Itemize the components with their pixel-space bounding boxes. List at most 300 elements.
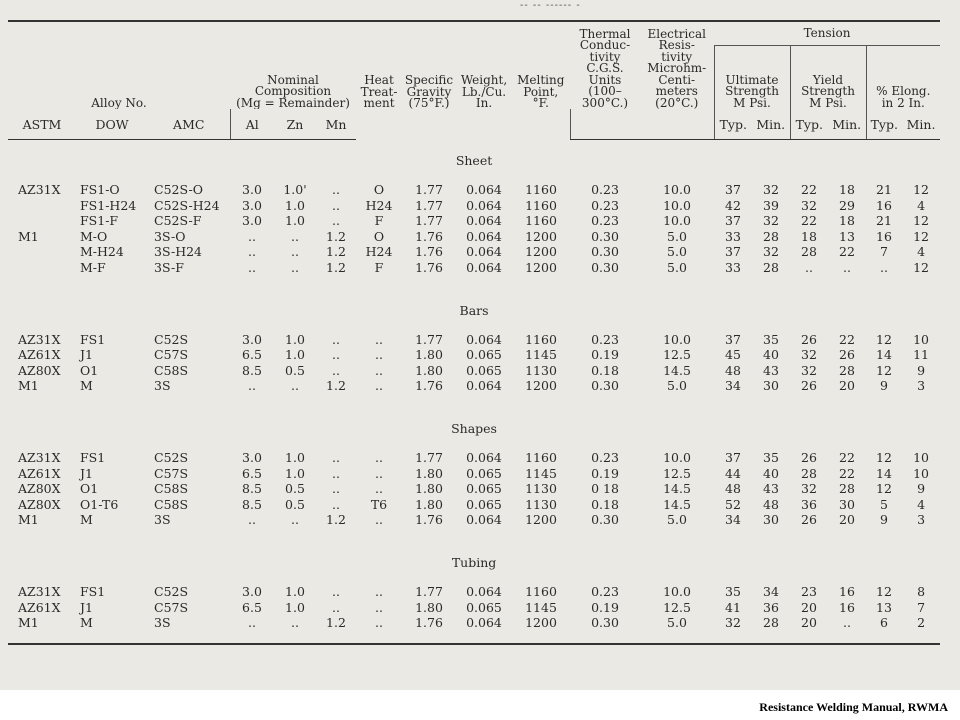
amc-header: AMC bbox=[148, 109, 230, 140]
tc-subheader-spacer bbox=[570, 109, 640, 140]
table-cell: AZ61X bbox=[18, 599, 61, 615]
table-cell: .. bbox=[291, 244, 299, 260]
table-cell: 3.0 bbox=[242, 331, 262, 347]
table-cell: 26 bbox=[801, 449, 817, 465]
table-cell: 7 bbox=[917, 599, 926, 615]
table-row bbox=[8, 347, 940, 363]
table-cell: .. bbox=[375, 362, 383, 378]
table-cell: 1160 bbox=[525, 197, 557, 213]
table-cell: F bbox=[374, 213, 384, 229]
table-cell: O1-T6 bbox=[80, 496, 119, 512]
section-spacer bbox=[8, 394, 940, 408]
table-cell: M1 bbox=[18, 615, 39, 631]
heat-treatment-header: Heat Treat- ment bbox=[360, 73, 398, 110]
table-cell: 1145 bbox=[525, 599, 557, 615]
ys-min-header: Min. bbox=[828, 109, 866, 140]
table-cell: 33 bbox=[725, 228, 741, 244]
table-cell: 26 bbox=[801, 331, 817, 347]
table-cell: 23 bbox=[801, 583, 817, 599]
table-cell: 1.2 bbox=[326, 228, 346, 244]
table-cell: 1200 bbox=[525, 512, 557, 528]
table-cell: 1200 bbox=[525, 615, 557, 631]
table-cell: 35 bbox=[725, 583, 741, 599]
table-cell: 32 bbox=[801, 362, 817, 378]
table-cell: 21 bbox=[876, 182, 892, 197]
thermal-conductivity-header: Thermal Conduc- tivity C.G.S. Units (100– 300°C.) bbox=[570, 21, 640, 109]
table-cell: 12 bbox=[876, 481, 892, 497]
table-cell bbox=[8, 260, 76, 276]
table-cell: AZ61X bbox=[18, 347, 61, 363]
table-cell: J1 bbox=[80, 347, 93, 363]
table-cell: 1200 bbox=[525, 378, 557, 394]
table-cell: 26 bbox=[839, 347, 855, 363]
table-cell: 5.0 bbox=[667, 244, 687, 260]
table-cell: 1.0 bbox=[285, 331, 305, 347]
table-cell: 6.5 bbox=[242, 347, 262, 363]
section-spacer bbox=[8, 276, 940, 290]
table-cell: .. bbox=[332, 583, 340, 599]
table-cell: 12 bbox=[876, 331, 892, 347]
table-cell: 36 bbox=[763, 599, 779, 615]
table-row bbox=[8, 466, 940, 482]
table-cell: 1.77 bbox=[415, 331, 443, 347]
table-cell: M bbox=[80, 615, 93, 631]
dow-header: DOW bbox=[76, 109, 148, 140]
magnesium-alloy-properties-table bbox=[8, 20, 940, 645]
table-cell: 48 bbox=[725, 362, 741, 378]
table-cell: M-O bbox=[80, 228, 108, 244]
table-cell: 0.064 bbox=[466, 378, 502, 394]
table-cell: 1200 bbox=[525, 228, 557, 244]
table-cell: 32 bbox=[801, 197, 817, 213]
table-cell: 1.76 bbox=[415, 228, 443, 244]
table-cell: 30 bbox=[763, 378, 779, 394]
table-row bbox=[8, 182, 940, 198]
table-cell: C58S bbox=[154, 496, 189, 512]
table-cell: 32 bbox=[725, 615, 741, 631]
table-cell: .. bbox=[248, 512, 256, 528]
table-cell: AZ31X bbox=[18, 583, 61, 599]
table-cell: 1.76 bbox=[415, 378, 443, 394]
table-cell: 43 bbox=[763, 362, 779, 378]
table-cell: F bbox=[374, 259, 384, 275]
table-cell: 0.065 bbox=[466, 362, 502, 378]
table-cell: 3S bbox=[154, 512, 171, 528]
table-cell: 2 bbox=[917, 615, 926, 631]
table-cell bbox=[8, 244, 76, 260]
table-cell: .. bbox=[332, 331, 340, 347]
cropped-top-text: -- -- ------ - bbox=[520, 0, 581, 11]
table-cell: O1 bbox=[80, 362, 99, 378]
table-cell: 32 bbox=[763, 182, 779, 197]
table-cell: M1 bbox=[18, 512, 39, 528]
table-cell: 4 bbox=[917, 496, 926, 512]
melting-point-header: Melting Point, °F. bbox=[517, 73, 565, 110]
table-row bbox=[8, 497, 940, 513]
table-cell: C52S-H24 bbox=[154, 197, 220, 213]
table-cell: 3S bbox=[154, 378, 171, 394]
table-cell: .. bbox=[375, 512, 383, 528]
table-cell: AZ80X bbox=[18, 362, 61, 378]
section-row-shapes bbox=[8, 408, 940, 450]
table-cell: .. bbox=[291, 259, 299, 275]
table-cell: 12.5 bbox=[663, 599, 691, 615]
table-cell: AZ80X bbox=[18, 481, 61, 497]
table-cell: 1.0 bbox=[285, 347, 305, 363]
table-cell: .. bbox=[375, 599, 383, 615]
yield-strength-header: Yield Strength M Psi. bbox=[790, 45, 866, 109]
table-cell: 10 bbox=[913, 331, 929, 347]
table-cell: .. bbox=[375, 615, 383, 631]
table-cell: 3.0 bbox=[242, 213, 262, 229]
table-cell: .. bbox=[332, 347, 340, 363]
table-cell: C52S-O bbox=[154, 182, 203, 197]
table-cell: .. bbox=[375, 331, 383, 347]
table-cell: M-F bbox=[80, 259, 106, 275]
table-cell: .. bbox=[843, 615, 851, 631]
table-cell: 0.30 bbox=[591, 615, 619, 631]
table-cell: 1.76 bbox=[415, 615, 443, 631]
alloy-no-header: Alloy No. bbox=[91, 95, 147, 109]
table-cell: .. bbox=[375, 583, 383, 599]
table-cell: 43 bbox=[763, 481, 779, 497]
table-cell: 40 bbox=[763, 347, 779, 363]
table-cell: 0.5 bbox=[285, 496, 305, 512]
table-cell: 37 bbox=[725, 244, 741, 260]
table-cell: 1.77 bbox=[415, 213, 443, 229]
table-cell: 5.0 bbox=[667, 259, 687, 275]
table-cell: 37 bbox=[725, 331, 741, 347]
table-cell: .. bbox=[375, 465, 383, 481]
table-cell: 0.064 bbox=[466, 244, 502, 260]
table-cell: 28 bbox=[763, 259, 779, 275]
table-cell: .. bbox=[291, 228, 299, 244]
table-cell: 3 bbox=[917, 378, 926, 394]
table-cell: C57S bbox=[154, 465, 189, 481]
table-cell: 1.2 bbox=[326, 615, 346, 631]
table-cell: 0.30 bbox=[591, 512, 619, 528]
table-cell: 1160 bbox=[525, 331, 557, 347]
table-row bbox=[8, 481, 940, 497]
table-cell: FS1 bbox=[80, 583, 106, 599]
table-cell: 1.76 bbox=[415, 512, 443, 528]
table-cell: 0.064 bbox=[466, 213, 502, 229]
table-cell: 52 bbox=[725, 496, 741, 512]
table-cell bbox=[8, 213, 76, 229]
table-cell: 0.065 bbox=[466, 465, 502, 481]
table-cell: 9 bbox=[917, 481, 926, 497]
table-cell: 3.0 bbox=[242, 182, 262, 197]
table-cell: FS1 bbox=[80, 331, 106, 347]
table-cell: .. bbox=[291, 512, 299, 528]
table-cell: .. bbox=[375, 481, 383, 497]
table-cell: 11 bbox=[913, 347, 929, 363]
table-cell: 1.0 bbox=[285, 599, 305, 615]
table-cell: .. bbox=[291, 615, 299, 631]
table-cell: 22 bbox=[801, 182, 817, 197]
table-cell: 28 bbox=[763, 228, 779, 244]
table-cell: 0.065 bbox=[466, 496, 502, 512]
uts-min-header: Min. bbox=[752, 109, 790, 140]
uts-typ-header: Typ. bbox=[714, 109, 752, 140]
table-cell: 0.064 bbox=[466, 512, 502, 528]
table-cell: 13 bbox=[876, 599, 892, 615]
table-row bbox=[8, 378, 940, 394]
table-cell: 28 bbox=[839, 481, 855, 497]
table-cell: 48 bbox=[725, 481, 741, 497]
table-cell: 35 bbox=[763, 449, 779, 465]
table-cell: 3.0 bbox=[242, 449, 262, 465]
table-cell: .. bbox=[248, 378, 256, 394]
table-cell: 10.0 bbox=[663, 197, 691, 213]
table-row bbox=[8, 198, 940, 214]
table-row bbox=[8, 512, 940, 528]
table-cell: 1130 bbox=[525, 481, 557, 497]
table-cell: 8.5 bbox=[242, 481, 262, 497]
table-cell: 10.0 bbox=[663, 213, 691, 229]
table-row bbox=[8, 584, 940, 600]
table-cell: 14 bbox=[876, 347, 892, 363]
table-cell: 1.2 bbox=[326, 259, 346, 275]
table-cell: 40 bbox=[763, 465, 779, 481]
table-cell: 39 bbox=[763, 197, 779, 213]
table-cell: 1.77 bbox=[415, 583, 443, 599]
table-cell: 3S-H24 bbox=[154, 244, 203, 260]
section-title: Tubing bbox=[451, 555, 497, 571]
table-cell: 1.80 bbox=[415, 465, 443, 481]
table-cell: 37 bbox=[725, 449, 741, 465]
table-cell: 6.5 bbox=[242, 599, 262, 615]
table-cell: 1.80 bbox=[415, 362, 443, 378]
table-cell: 22 bbox=[839, 244, 855, 260]
table-cell: 26 bbox=[801, 378, 817, 394]
table-row bbox=[8, 229, 940, 245]
table-header bbox=[8, 21, 940, 140]
table-cell: .. bbox=[332, 465, 340, 481]
table-cell: FS1 bbox=[80, 449, 106, 465]
table-cell: C57S bbox=[154, 599, 189, 615]
table-row bbox=[8, 450, 940, 466]
table-cell: 5.0 bbox=[667, 378, 687, 394]
table-row bbox=[8, 213, 940, 229]
table-cell: 3.0 bbox=[242, 197, 262, 213]
table-cell: .. bbox=[291, 378, 299, 394]
table-cell: 7 bbox=[880, 244, 888, 260]
table-cell: .. bbox=[332, 213, 340, 229]
table-cell: 22 bbox=[839, 465, 855, 481]
table-cell: 1160 bbox=[525, 583, 557, 599]
table-cell: 0.064 bbox=[466, 615, 502, 631]
table-cell: 22 bbox=[839, 331, 855, 347]
table-cell: 10 bbox=[913, 465, 929, 481]
table-cell: 10 bbox=[913, 449, 929, 465]
table-cell: 12 bbox=[876, 583, 892, 599]
table-cell: 10.0 bbox=[663, 331, 691, 347]
table-cell: C52S bbox=[154, 583, 189, 599]
table-cell: 3 bbox=[917, 512, 926, 528]
table-cell: AZ31X bbox=[18, 182, 61, 197]
table-cell: 0.064 bbox=[466, 449, 502, 465]
astm-header: ASTM bbox=[8, 109, 76, 140]
table-cell: .. bbox=[248, 244, 256, 260]
section-row-bars bbox=[8, 290, 940, 332]
table-cell: 8.5 bbox=[242, 496, 262, 512]
table-cell: 1.77 bbox=[415, 197, 443, 213]
table-cell: 45 bbox=[725, 347, 741, 363]
table-cell bbox=[8, 198, 76, 214]
table-cell: 14 bbox=[876, 465, 892, 481]
table-cell: FS1-O bbox=[80, 182, 120, 197]
table-cell: .. bbox=[332, 182, 340, 197]
table-cell: 9 bbox=[880, 512, 888, 528]
table-cell: 12.5 bbox=[663, 347, 691, 363]
table-cell: M bbox=[80, 512, 93, 528]
table-cell: 14.5 bbox=[663, 481, 691, 497]
table-cell: 0.065 bbox=[466, 599, 502, 615]
table-cell: J1 bbox=[80, 599, 93, 615]
ys-typ-header: Typ. bbox=[790, 109, 828, 140]
table-cell: 5 bbox=[880, 496, 888, 512]
table-cell: 0.30 bbox=[591, 378, 619, 394]
table-cell: 16 bbox=[876, 228, 892, 244]
el-min-header: Min. bbox=[902, 109, 940, 140]
table-cell: 0.30 bbox=[591, 244, 619, 260]
table-cell: 28 bbox=[839, 362, 855, 378]
table-cell: 44 bbox=[725, 465, 741, 481]
table-cell: C52S bbox=[154, 449, 189, 465]
table-cell: 0.23 bbox=[591, 449, 619, 465]
table-cell: 0.23 bbox=[591, 583, 619, 599]
table-cell: 1145 bbox=[525, 347, 557, 363]
table-cell: 8.5 bbox=[242, 362, 262, 378]
table-cell: 37 bbox=[725, 182, 741, 197]
table-cell: 41 bbox=[725, 599, 741, 615]
table-cell: 1160 bbox=[525, 449, 557, 465]
table-cell: 1.0 bbox=[285, 583, 305, 599]
table-cell: .. bbox=[332, 599, 340, 615]
er-subheader-spacer bbox=[640, 109, 714, 140]
table-cell: 14.5 bbox=[663, 496, 691, 512]
table-cell: 0.19 bbox=[591, 347, 619, 363]
tension-header: Tension bbox=[714, 21, 940, 45]
table-cell: 32 bbox=[801, 347, 817, 363]
table-cell: 0.23 bbox=[591, 182, 619, 197]
table-cell: 12.5 bbox=[663, 465, 691, 481]
table-cell: 34 bbox=[725, 378, 741, 394]
table-cell: 34 bbox=[763, 583, 779, 599]
table-cell: .. bbox=[805, 259, 813, 275]
table-cell: FS1-H24 bbox=[80, 197, 137, 213]
table-cell: 16 bbox=[876, 197, 892, 213]
table-cell: H24 bbox=[365, 197, 393, 213]
section-spacer bbox=[8, 631, 940, 644]
table-cell: AZ31X bbox=[18, 449, 61, 465]
table-cell: 26 bbox=[801, 512, 817, 528]
table-cell: 30 bbox=[839, 496, 855, 512]
table-cell: 0.5 bbox=[285, 362, 305, 378]
table-cell: .. bbox=[332, 449, 340, 465]
table-cell: 0.064 bbox=[466, 259, 502, 275]
table-cell: 1.77 bbox=[415, 449, 443, 465]
el-typ-header: Typ. bbox=[866, 109, 902, 140]
table-cell: 3S bbox=[154, 615, 171, 631]
table-cell: .. bbox=[248, 228, 256, 244]
table-row bbox=[8, 332, 940, 348]
table-cell: 0.064 bbox=[466, 583, 502, 599]
table-cell: 1130 bbox=[525, 496, 557, 512]
table-cell: 33 bbox=[725, 259, 741, 275]
table-cell: 1.77 bbox=[415, 182, 443, 197]
table-row bbox=[8, 363, 940, 379]
table-cell: O1 bbox=[80, 481, 99, 497]
table-cell: 12 bbox=[876, 449, 892, 465]
source-caption: Resistance Welding Manual, RWMA bbox=[759, 700, 948, 714]
table-cell: 13 bbox=[839, 228, 855, 244]
electrical-resistivity-header: Electrical Resis- tivity Microhm- Centi- meters (20°C.) bbox=[640, 21, 714, 109]
table-cell: 29 bbox=[839, 197, 855, 213]
table-cell: 1200 bbox=[525, 244, 557, 260]
table-cell: C52S-F bbox=[154, 213, 202, 229]
table-cell: C58S bbox=[154, 362, 189, 378]
table-cell: 18 bbox=[839, 213, 855, 229]
table-cell: 4 bbox=[917, 197, 926, 213]
table-cell: 1.2 bbox=[326, 244, 346, 260]
table-cell: 32 bbox=[763, 213, 779, 229]
table-cell: 16 bbox=[839, 599, 855, 615]
table-cell: 0.30 bbox=[591, 228, 619, 244]
table-cell: 0.23 bbox=[591, 331, 619, 347]
table-cell: .. bbox=[332, 496, 340, 512]
table-cell: 5.0 bbox=[667, 512, 687, 528]
section-title: Shapes bbox=[451, 421, 497, 437]
table-cell: 12 bbox=[913, 228, 929, 244]
table-cell: 3S-F bbox=[154, 259, 184, 275]
table-cell: AZ80X bbox=[18, 496, 61, 512]
table-cell: 48 bbox=[763, 496, 779, 512]
table-cell: 8 bbox=[917, 583, 926, 599]
table-cell: 20 bbox=[839, 378, 855, 394]
table-cell: O bbox=[373, 182, 385, 197]
table-cell: M1 bbox=[18, 378, 39, 394]
table-cell: 0.064 bbox=[466, 331, 502, 347]
table-cell: 1145 bbox=[525, 465, 557, 481]
table-cell: 18 bbox=[839, 182, 855, 197]
table-cell: 1.80 bbox=[415, 481, 443, 497]
table-row bbox=[8, 244, 940, 260]
table-cell: 28 bbox=[763, 615, 779, 631]
table-cell: M bbox=[80, 378, 93, 394]
table-cell: 0.064 bbox=[466, 228, 502, 244]
table-cell: 14.5 bbox=[663, 362, 691, 378]
table-cell: .. bbox=[248, 615, 256, 631]
weight-header: Weight, Lb./Cu. In. bbox=[460, 73, 508, 110]
table-cell: C52S bbox=[154, 331, 189, 347]
table-cell: 1.76 bbox=[415, 259, 443, 275]
mn-header: Mn bbox=[316, 109, 356, 140]
table-cell: 5.0 bbox=[667, 615, 687, 631]
table-cell: M1 bbox=[18, 228, 39, 244]
table-cell: 10.0 bbox=[663, 182, 691, 197]
table-cell: 12 bbox=[876, 362, 892, 378]
table-cell: J1 bbox=[80, 465, 93, 481]
table-cell: 32 bbox=[801, 481, 817, 497]
table-cell: 1.2 bbox=[326, 512, 346, 528]
table-cell: 1.0 bbox=[285, 449, 305, 465]
table-cell: AZ61X bbox=[18, 465, 61, 481]
table-cell: H24 bbox=[365, 244, 393, 260]
table-cell: 22 bbox=[839, 449, 855, 465]
table-cell: C57S bbox=[154, 347, 189, 363]
